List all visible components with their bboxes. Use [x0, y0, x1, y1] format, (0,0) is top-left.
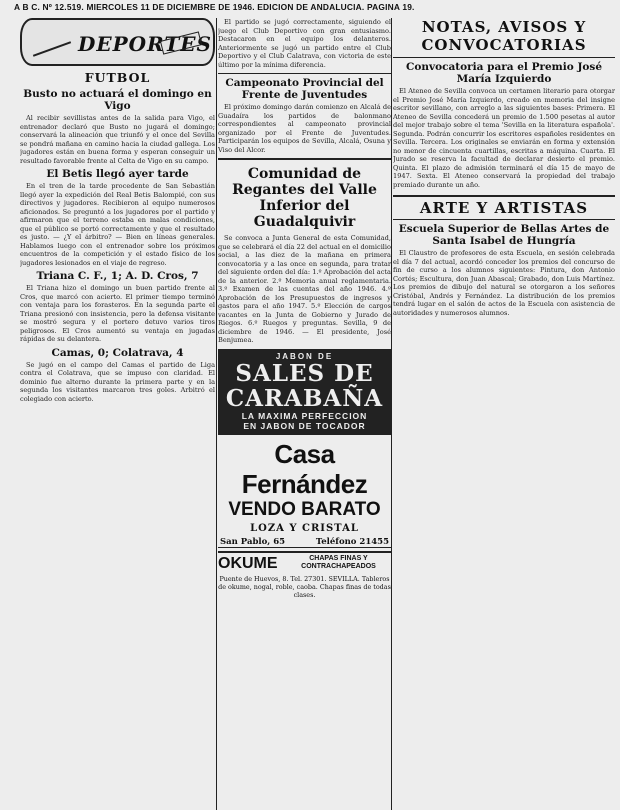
article-comunidad: Se convoca a Junta General de esta Comunidad, que se celebrará el día 22 del actual en el domicilio social, a las diez de la mañana en primera convocatoria y a las once en segunda, para tratar del siguiente orden del día: 1.º Aprobación del acta de la anterior. 2.º Memoria anual reglamentaria. 3.º Examen de las cuentas del año 1946. 4.º Aprobación de los Presupuestos de ingresos y gastos para el año 1947. 5.º Elección de cargos vacantes en la Junta de Gobierno y Jurado de Riegos. 6.º Ruegos y preguntas. Sevilla, 9 de diciembre de 1946. — El presidente, José Benjumea. — [218, 234, 391, 345]
article-triana: El Triana hizo el domingo un buen partido frente al Cros, que marcó con acierto. El primer tiempo terminó con ventaja para los forasteros. En la segunda parte el Triana presionó con insistencia, pero la defensa visitante se mostró segura y el portero detuvo varios tiros peligrosos. El Cros aumentó su ventaja en jugadas rápidas de su delantera. — [20, 284, 215, 344]
banner-decoration — [33, 41, 71, 57]
ad-casa-fernandez — [218, 439, 391, 548]
article-campeonato: El próximo domingo darán comienzo en Alcalá de Guadaíra los partidos de balonmano correspondientes al campeonato provincial organizado por el Frente de Juventudes. Participarán los equipos de Sevilla, Alcalá, Osuna y Viso del Alcor. — [218, 103, 391, 154]
headline-betis: El Betis llegó ayer tarde — [46, 168, 189, 181]
article-escuela: El Claustro de profesores de esta Escuela, en sesión celebrada el día 7 del actual, acordó conceder los premios del concurso de fin de curso a los alumnos siguientes: Pintura, don Antonio Cortés; Escultura, don Juan Abascal; Grabado, don Luis Martínez. Los premios de dibujo del natural se otorgaron a los señores Cristóbal, Andrés y Fernández. La distribución de los premios tendrá lugar en el salón de actos de la Escuela con asistencia de autoridades y numerosos alumnos. — [393, 249, 615, 317]
ad-tocador-label: EN JABON DE TOCADOR — [243, 420, 366, 431]
column-rule-2 — [391, 18, 392, 810]
ad-address: San Pablo, 65 — [220, 536, 286, 547]
headline-comunidad: Comunidad de Regantes del Valle Inferior del Guadalquivir — [232, 166, 377, 231]
deportes-banner — [20, 18, 215, 66]
ad-phone: Teléfono 21455 — [315, 536, 389, 547]
ad-okume-caption: CHAPAS FINAS Y CONTRACHAPEADOS — [301, 554, 376, 570]
column-middle — [218, 18, 391, 810]
ad-maxima-label: LA MAXIMA PERFECCION — [241, 410, 368, 421]
ad-vendo-label: VENDO BARATO — [228, 498, 381, 520]
column-rule-1 — [216, 18, 217, 810]
section-artes: ARTE Y ARTISTAS — [419, 199, 589, 218]
article-camas: Se jugó en el campo del Camas el partido de Liga contra el Colatrava, que se impuso con claridad. El dominio fue alterno durante la primera parte y en la segunda los visitantes marcaron tres goles. Arbitró el colegiado con acierto. — [20, 360, 215, 403]
headline-campeonato: Campeonato Provincial del Frente de Juventudes — [225, 77, 384, 102]
ad-address-row — [218, 537, 391, 547]
headline-camas: Camas, 0; Colatrava, 4 — [51, 346, 184, 359]
headline-busto: Busto no actuará el domingo en Vigo — [23, 88, 212, 113]
ad-okume-brand: OKUME — [218, 554, 278, 572]
banner-title: DEPORTES — [78, 32, 212, 56]
section-notas: NOTAS, AVISOS Y CONVOCATORIAS — [421, 18, 587, 54]
ad-okume — [218, 551, 391, 573]
ad-loza-label: LOZA Y CRISTAL — [250, 522, 359, 534]
page-header: A B C. Nº 12.519. MIERCOLES 11 DE DICIEMBRE DE 1946. EDICION DE ANDALUCIA. PAGINA 19. — [14, 2, 415, 12]
ad-sales-brand: SALES DE CARABAÑA — [225, 359, 384, 412]
article-betis: En el tren de la tarde procedente de San Sebastián llegó ayer la expedición del Real Betis Balompié, con sus directivos y jugadores. Recibieron al equipo numerosos aficionados. Se preguntó a los jugadores por el partido y afirmaron que el terreno estaba en malas condiciones, que el público se portó correctamente y que el resultado es justo. — ¿Y el árbitro? — Bien en líneas generales. Hablamos luego con el entrenador sobre los próximos encuentros de la competición y el estado físico de los jugadores lesionados en el viaje de regreso. — [20, 182, 215, 267]
column-notes — [393, 18, 615, 810]
headline-triana: Triana C. F., 1; A. D. Cros, 7 — [36, 270, 199, 283]
column-sports — [20, 18, 215, 810]
headline-premio: Convocatoria para el Premio José María Izquierdo — [405, 61, 603, 86]
ad-jabon-label: JABON DE — [275, 351, 334, 361]
ad-okume-text: Puente de Huevos, 8. Tel. 27301. SEVILLA. Tableros de okume, nogal, roble, caoba. Chapas finas de todas clases. — [218, 574, 391, 599]
ad-casa-title: Casa Fernández — [241, 438, 368, 499]
headline-escuela: Escuela Superior de Bellas Artes de Santa Isabel de Hungría — [398, 223, 610, 248]
section-futbol: FUTBOL — [84, 70, 151, 85]
article-busto: Al recibir sevillistas antes de la salida para Vigo, el entrenador declaró que Busto no jugará el domingo; conservará la alineación que triunfó y el once del Sevilla se pondrá mañana en camino hacia la ciudad gallega. Los jugadores están en buena forma y esperan conseguir un resultado favorable frente al Celta de Vigo en su campo. — [20, 114, 215, 165]
ad-sales-carabana — [218, 349, 391, 435]
article-premio: El Ateneo de Sevilla convoca un certamen literario para otorgar el Premio José María Izquierdo, creado en memoria del insigne escritor sevillano, con arreglo a las siguientes bases: Primera. El Ateneo de Sevilla concederá un premio de 1.500 pesetas al autor del mejor trabajo sobre el tema 'Sevilla en la literatura española'. Segunda. Podrán concurrir los escritores españoles residentes en Sevilla. Tercera. Los originales se enviarán en forma y extensión no menor de cincuenta cuartillas, escritas a máquina. Cuarta. El Jurado se reserva la facultad de declarar desierto el premio. Quinta. El plazo de admisión terminará el día 15 de mayo de 1947. Sexta. El Ateneo conservará la propiedad del trabajo premiado durante un año. — [393, 87, 615, 189]
article-intro: El partido se jugó correctamente, siguiendo el juego el Club Deportivo con gran entusiasmo. Destacaron en el equipo los delanteros. Anteriormente se jugó un partido entre el Club Deportivo y el Club Calatrava, con victoria de este último por la mínima diferencia. — [218, 18, 391, 69]
